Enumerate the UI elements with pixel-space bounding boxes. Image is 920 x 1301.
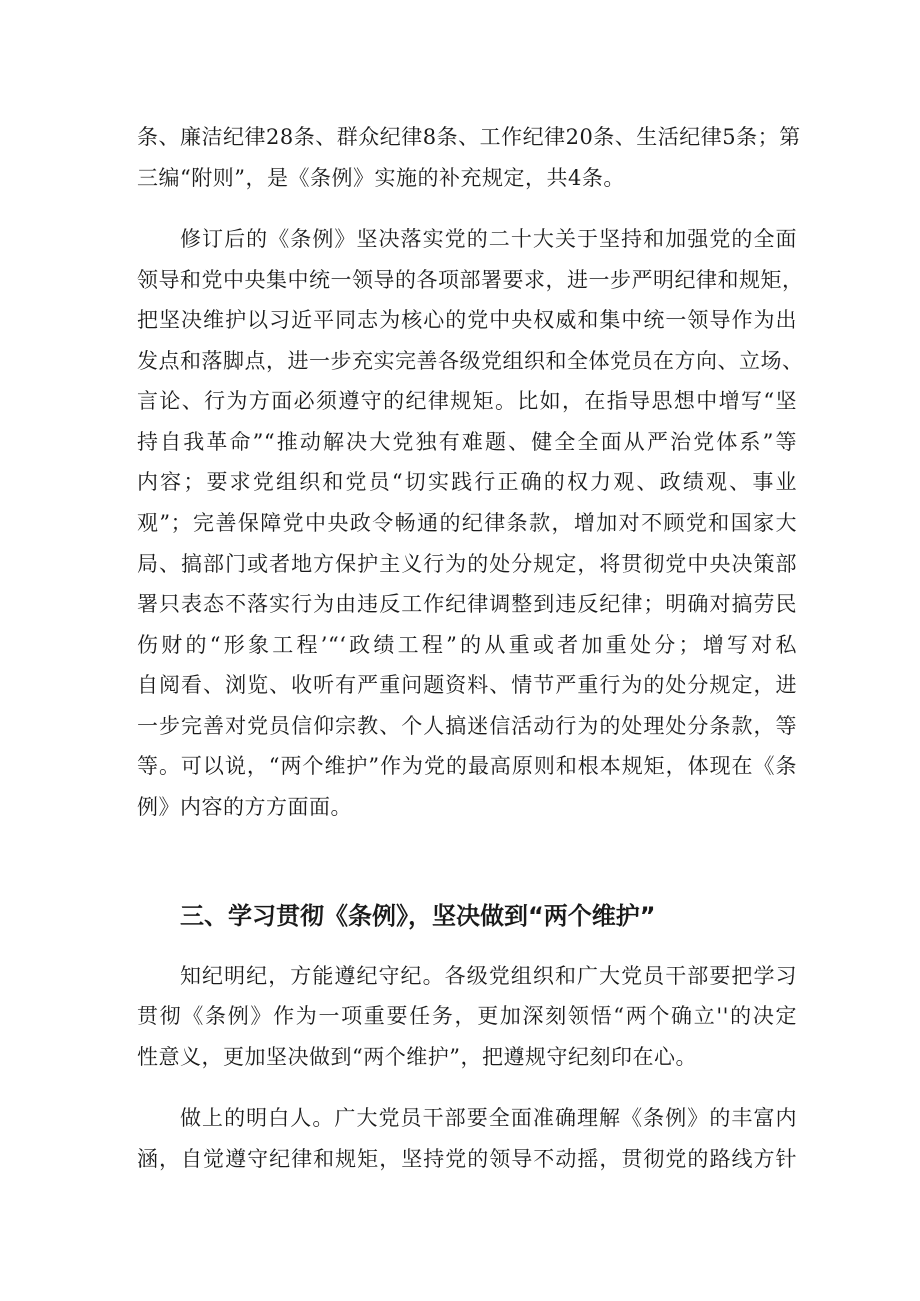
text-line: 发点和落脚点，进一步充实完善各级党组织和全体党员在方向、立场、: [137, 349, 804, 373]
text-line: 例》内容的方方面面。: [137, 795, 352, 819]
text-line: 贯彻《条例》作为一项重要任务，更加深刻领悟“两个确立''的决定: [137, 1004, 797, 1028]
text-line: 自阅看、浏览、收听有严重问题资料、情节严重行为的处分规定，进: [137, 673, 797, 697]
text-line: 涵，自觉遵守纪律和规矩，坚持党的领导不动摇，贯彻党的路线方针: [137, 1147, 797, 1171]
text-line: 性意义，更加坚决做到“两个维护”，把遵规守纪刻印在心。: [137, 1045, 697, 1069]
text-line: 伤财的“形象工程’“‘政绩工程”的从重或者加重处分；增写对私: [137, 633, 797, 657]
text-line: 修订后的《条例》坚决落实党的二十大关于坚持和加强党的全面: [180, 227, 797, 251]
text-line: 知纪明纪，方能遵纪守纪。各级党组织和广大党员干部要把学习: [180, 964, 797, 988]
text-line: 局、搞部门或者地方保护主义行为的处分规定，将贯彻党中央决策部: [137, 552, 797, 576]
text-line: 条、廉洁纪律28条、群众纪律8条、工作纪律20条、生活纪律5条；第: [137, 125, 801, 149]
text-line: 做上的明白人。广大党员干部要全面准确理解《条例》的丰富内: [180, 1106, 797, 1130]
text-line: 内容；要求党组织和党员“切实践行正确的权力观、政绩观、事业: [137, 470, 797, 494]
section-heading: 三、学习贯彻《条例》，坚决做到“两个维护”: [180, 902, 656, 930]
text-line: 一步完善对党员信仰宗教、个人搞迷信活动行为的处理处分条款，等: [137, 714, 797, 738]
text-line: 观”；完善保障党中央政令畅通的纪律条款，增加对不顾党和国家大: [137, 511, 797, 535]
text-line: 等。可以说，“两个维护”作为党的最高原则和根本规矩，体现在《条: [137, 754, 797, 778]
text-line: 言论、行为方面必须遵守的纪律规矩。比如，在指导思想中增写“坚: [137, 389, 797, 413]
text-line: 三编“附则”，是《条例》实施的补充规定，共4条。: [137, 166, 625, 190]
text-line: 领导和党中央集中统一领导的各项部署要求，进一步严明纪律和规矩，: [137, 268, 804, 292]
text-line: 持自我革命”“推动解决大党独有难题、健全全面从严治党体系”等: [137, 430, 797, 454]
text-line: 把坚决维护以习近平同志为核心的党中央权威和集中统一领导作为出: [137, 308, 797, 332]
text-line: 署只表态不落实行为由违反工作纪律调整到违反纪律；明确对搞劳民: [137, 592, 797, 616]
